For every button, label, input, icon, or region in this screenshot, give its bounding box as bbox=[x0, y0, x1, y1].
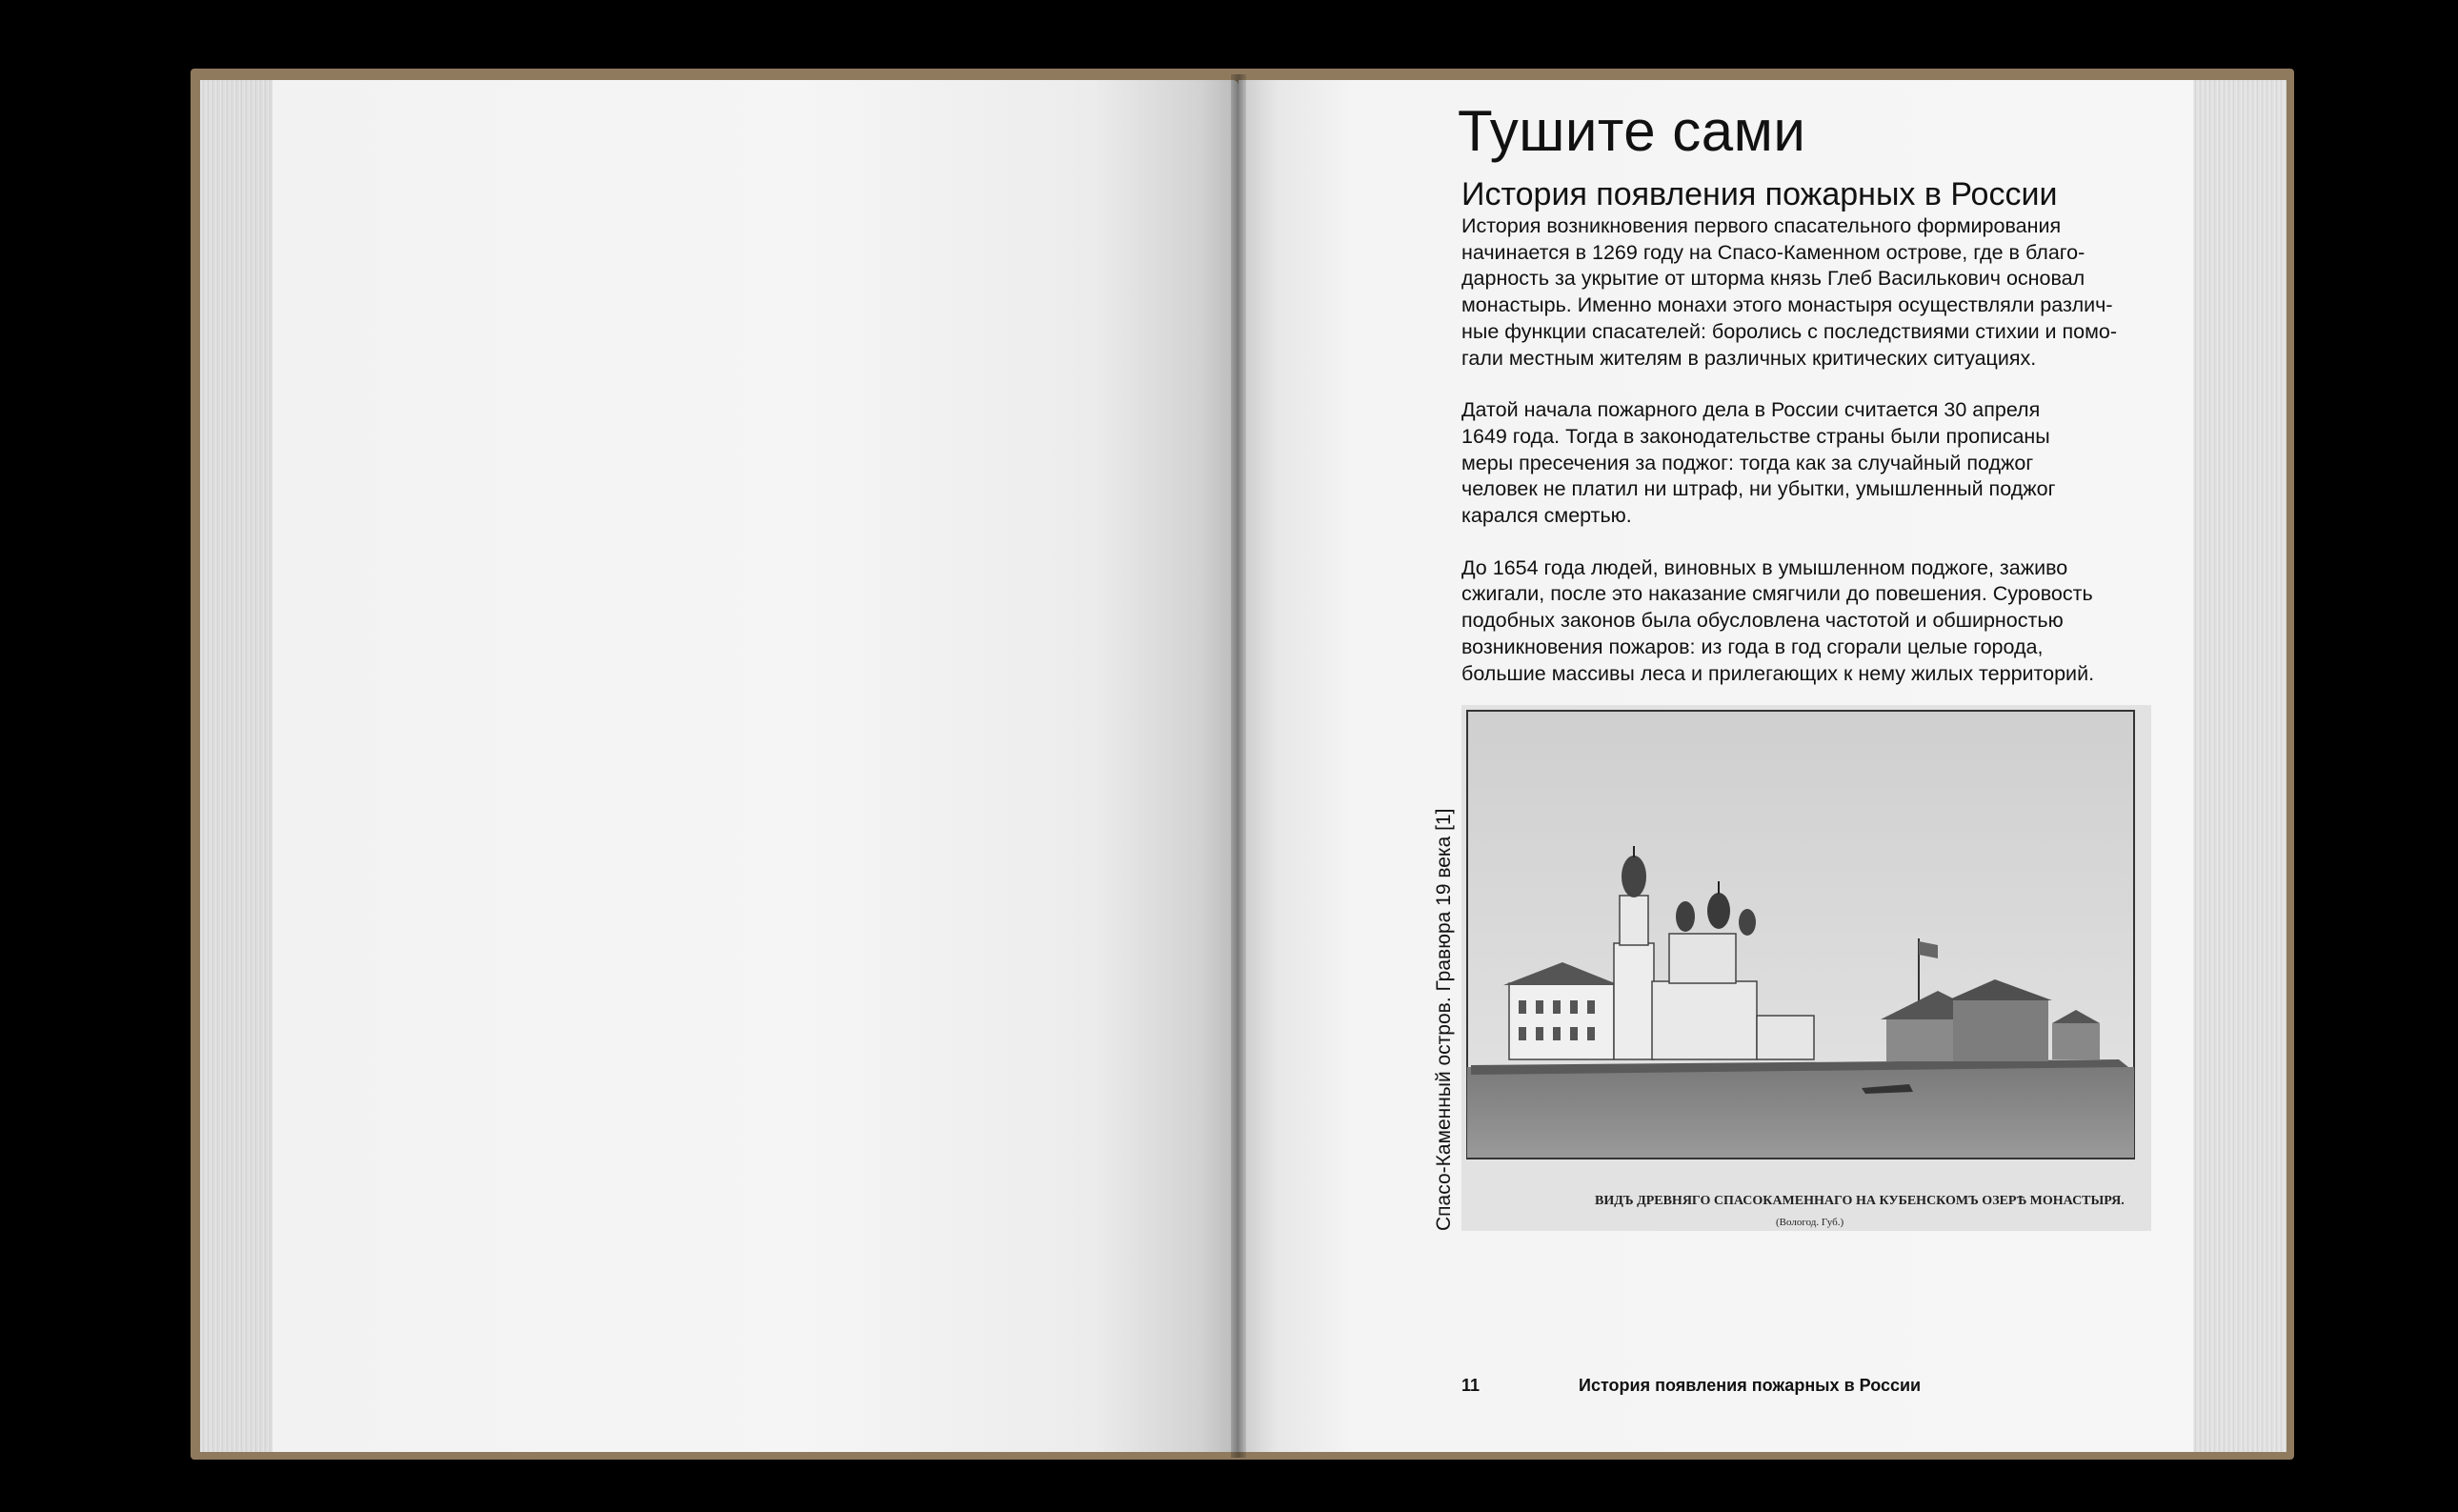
book-title: Тушите сами bbox=[1458, 99, 1806, 163]
paragraph-3: До 1654 года людей, виновных в умышленном поджоге, заживо сжигали, после это наказание смягчили до повешения. Суровость подобных законов была обусловлена частотой и обширностью возникновения пожаров: из года в год сгорали целые города, большие массивы леса и прилегающих к нему жилых территорий. bbox=[1461, 555, 2095, 685]
page-number: 11 bbox=[1461, 1376, 1481, 1395]
engraving-illustration bbox=[1461, 705, 2151, 1231]
left-page bbox=[272, 80, 1239, 1452]
book-spine bbox=[1231, 74, 1246, 1458]
engraving-image bbox=[1461, 705, 2151, 1231]
page-edges-right bbox=[2187, 80, 2287, 1452]
figure-caption: Спасо-Каменный остров. Гравюра 19 века [1] bbox=[1433, 808, 1455, 1231]
paragraph-1: История возникновения первого спасательного формирования начинается в 1269 году на Спасо-Каменном острове, где в благо- дарность за укрытие от шторма князь Глеб Василькович основал монастырь. Именно монахи этого монастыря осуществляли различ- ные функции спасателей: боролись с последствиями стихии и помо- гали местным жителям в различных критических ситуациях. bbox=[1461, 214, 2118, 370]
engraving-subtitle: (Вологод. Губ.) bbox=[1776, 1217, 1844, 1228]
paragraph-2: Датой начала пожарного дела в России считается 30 апреля 1649 года. Тогда в законодательстве страны были прописаны меры пресечения за поджог: тогда как за случайный поджог человек не платил ни штраф, ни убытки, умышленный поджог карался смертью. bbox=[1461, 398, 2056, 528]
page-content bbox=[1458, 95, 2153, 687]
running-title: История появления пожарных в России bbox=[1579, 1376, 1922, 1395]
engraving-title: ВИДЪ ДРЕВНЯГО СПАСОКАМЕННАГО НА КУБЕНСКОМЪ ОЗЕРѢ МОНАСТЫРЯ. bbox=[1595, 1194, 2125, 1208]
section-title: История появления пожарных в России bbox=[1461, 176, 2058, 212]
